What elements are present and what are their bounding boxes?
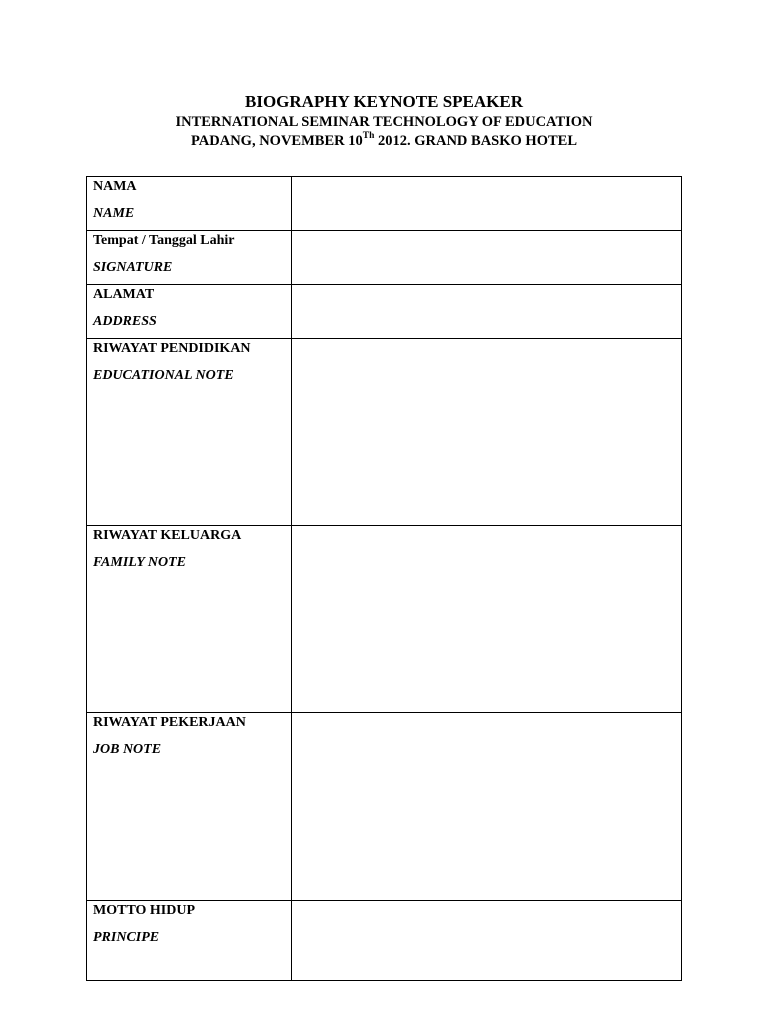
document-subtitle: INTERNATIONAL SEMINAR TECHNOLOGY OF EDUCATION [175,114,593,130]
form-label-cell [87,713,292,901]
form-sublabel: FAMILY NOTE [93,555,186,570]
birth-place-date-field[interactable] [292,231,682,285]
form-label: MOTTO HIDUP [93,903,196,918]
form-label-cell [87,901,292,981]
form-row-motto [87,901,682,981]
document-title: BIOGRAPHY KEYNOTE SPEAKER [244,92,524,111]
form-row-education [87,339,682,526]
form-sublabel: SIGNATURE [93,260,173,275]
date-line-suffix: 2012. GRAND BASKO HOTEL [374,133,577,149]
form-row-birth [87,231,682,285]
form-row-name [87,177,682,231]
name-field[interactable] [292,177,682,231]
form-label: ALAMAT [93,287,155,302]
form-label-cell [87,526,292,713]
form-sublabel: JOB NOTE [93,742,162,757]
document-date-line [0,131,768,151]
form-label-cell [87,231,292,285]
form-sublabel: ADDRESS [93,314,157,329]
family-field[interactable] [292,526,682,713]
biography-form-table [86,176,682,981]
form-row-family [87,526,682,713]
form-label-cell [87,285,292,339]
form-row-job [87,713,682,901]
form-label: RIWAYAT KELUARGA [93,528,242,543]
form-label-cell [87,177,292,231]
form-label: RIWAYAT PENDIDIKAN [93,341,251,356]
motto-field[interactable] [292,901,682,981]
date-line-ordinal: Th [362,131,375,142]
form-label: Tempat / Tanggal Lahir [93,233,235,248]
form-row-address [87,285,682,339]
form-sublabel: EDUCATIONAL NOTE [93,368,234,383]
education-field[interactable] [292,339,682,526]
form-sublabel: NAME [93,206,135,221]
form-label: RIWAYAT PEKERJAAN [93,715,246,730]
form-sublabel: PRINCIPE [93,930,160,945]
form-label: NAMA [93,179,137,194]
job-field[interactable] [292,713,682,901]
address-field[interactable] [292,285,682,339]
form-label-cell [87,339,292,526]
date-line-prefix: PADANG, NOVEMBER 10 [191,133,363,149]
